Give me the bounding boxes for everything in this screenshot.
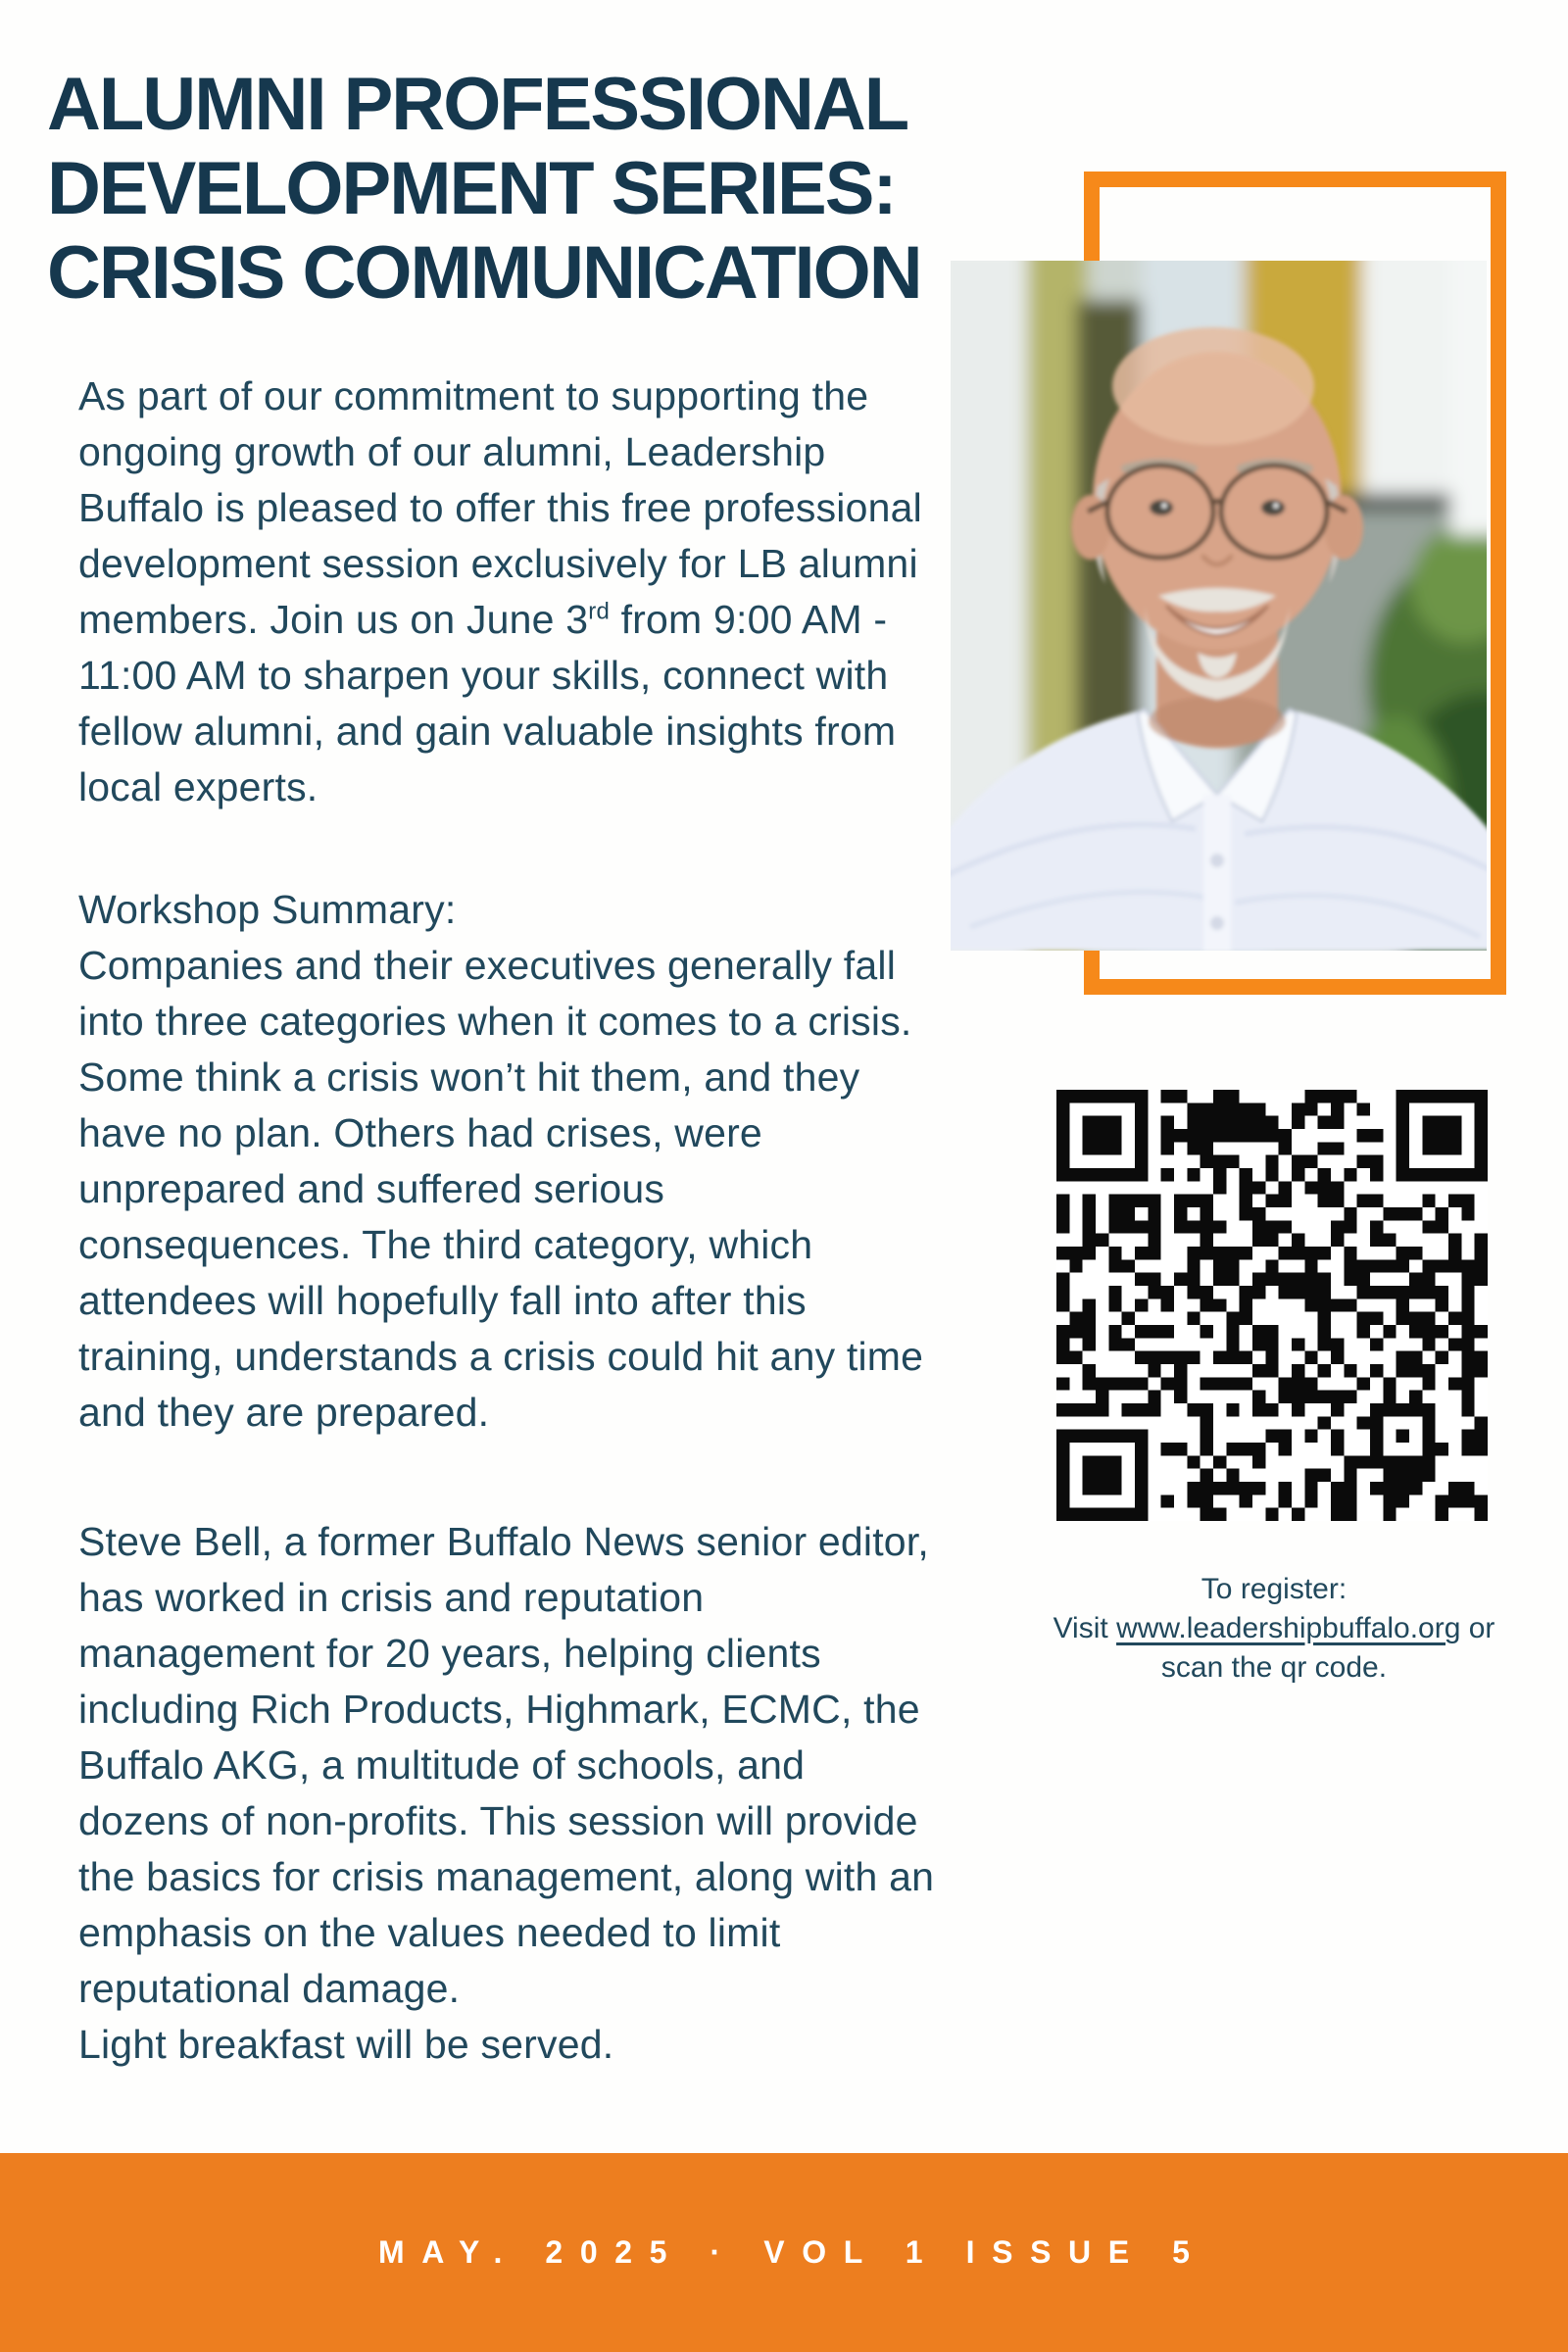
footer-bar <box>0 2153 1568 2352</box>
page-title-line-2: DEVELOPMENT SERIES: <box>47 147 896 230</box>
register-caption <box>1000 1570 1548 1688</box>
portrait-image <box>951 261 1487 951</box>
speaker-bio-text: Steve Bell, a former Buffalo News senior editor, has worked in crisis and reputation management for 20 years, helping clients including Rich Products, Highmark, ECMC, the Buffalo AKG, a multitude of schools, and dozens of non-profits. This session will provide the basics for crisis management, along with an emphasis on the values needed to limit reputational damage. <box>78 1519 935 2011</box>
intro-text-after-sup: from 9:00 AM - 11:00 AM to sharpen your skills, connect with fellow alumni, and gain valuable insights from local experts. <box>78 597 897 809</box>
register-visit-text: Visit <box>1053 1612 1117 1644</box>
register-line-1: To register: <box>1200 1573 1348 1605</box>
breakfast-note: Light breakfast will be served. <box>78 2022 614 2067</box>
qr-code-image <box>1056 1090 1488 1521</box>
speaker-bio-block <box>78 1514 945 2073</box>
ordinal-superscript: rd <box>588 598 610 625</box>
intro-paragraph <box>78 368 945 815</box>
page-title <box>47 63 988 316</box>
register-line-3: scan the qr code. <box>1160 1651 1388 1684</box>
page-title-line-3: CRISIS COMMUNICATION <box>47 231 921 315</box>
footer-issue-text: MAY. 2025 · VOL 1 ISSUE 5 <box>378 2234 1207 2270</box>
speaker-portrait-photo <box>951 261 1487 951</box>
workshop-summary-block <box>78 882 945 1441</box>
intro-text-before-sup: As part of our commitment to supporting the ongoing growth of our alumni, Leadership Buffalo is pleased to offer this free professional development session exclusively for LB alumni members. Join us on June 3 <box>78 373 922 642</box>
body-copy <box>78 368 945 2073</box>
register-link[interactable]: www.leadershipbuffalo.org <box>1116 1612 1461 1644</box>
workshop-summary-text: Companies and their executives generally fall into three categories when it comes to a crisis. Some think a crisis won’t hit them, and they have no plan. Others had crises, were unprepared and suffered serious consequences. The third category, which attendees will hopefully fall into after this training, understands a crisis could hit any time and they are prepared. <box>78 943 924 1435</box>
workshop-summary-heading: Workshop Summary: <box>78 887 457 932</box>
register-or-text: or <box>1460 1612 1495 1644</box>
page-title-line-1: ALUMNI PROFESSIONAL <box>47 63 908 146</box>
register-line-2 <box>1000 1609 1548 1648</box>
qr-code <box>1056 1090 1488 1521</box>
